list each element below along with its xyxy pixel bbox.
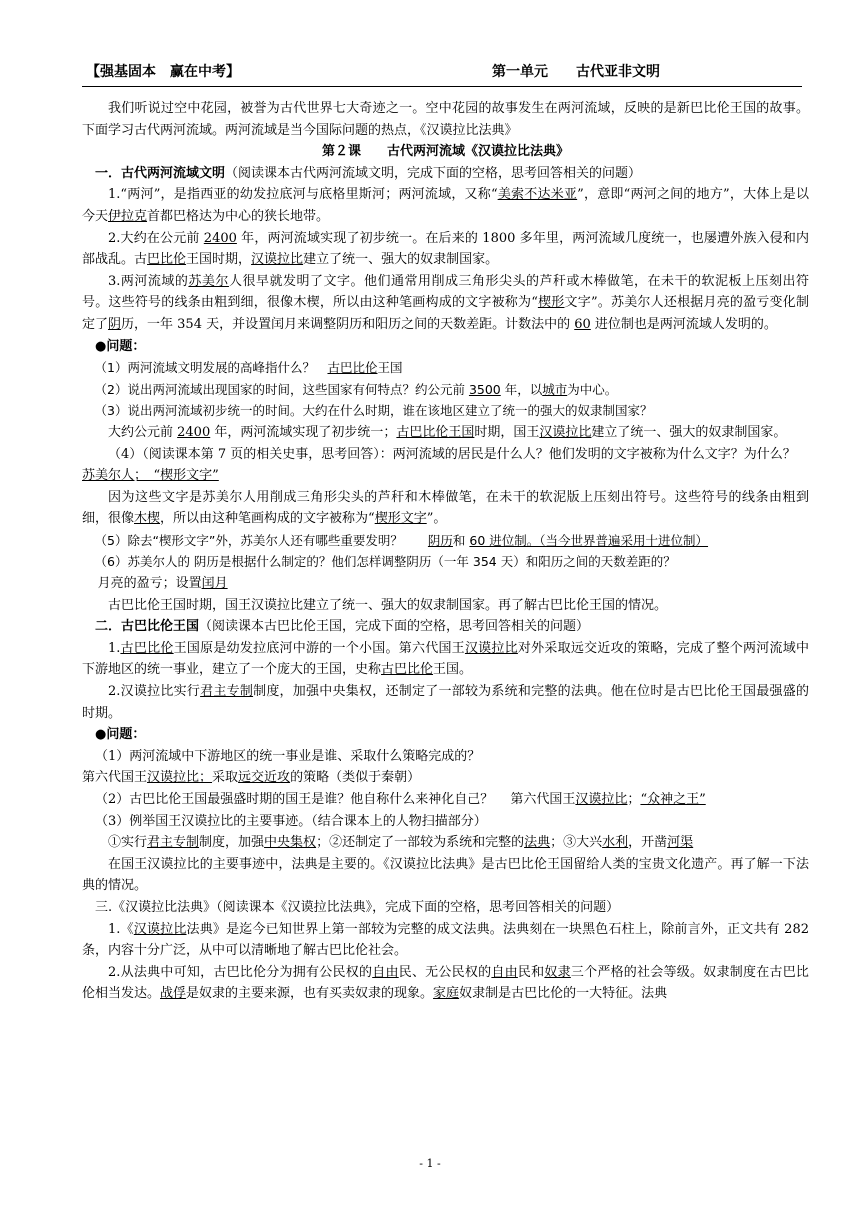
text-run: （阅读课本古巴比伦王国，完成下面的空格，思考回答相关的问题） bbox=[199, 619, 590, 635]
filled-blank: 2400 bbox=[203, 230, 237, 246]
text-run: 进位制也是两河流域人发明的。 bbox=[590, 316, 777, 332]
text-run: 对外采取远交近攻的策略，完成了整个两河流域中下游地区的统一事业，建立了一个庞大的王国，史称 bbox=[82, 640, 809, 678]
text-run: 法典》是迄今已知世界上第一部较为完整的成文法典。法典刻在一块黑色石柱上，除前言外，正文共有 282 条，内容十分广泛，从中可以清晰地了解古巴比伦社会。 bbox=[82, 921, 809, 959]
filled-blank: 古巴比伦 bbox=[120, 640, 174, 656]
text-run: 大约公元前 bbox=[108, 424, 178, 440]
paragraph bbox=[82, 444, 809, 466]
text-run: 1. bbox=[108, 640, 121, 656]
text-run: ”，意即“两河之间的地方”，大体上是以今天 bbox=[82, 187, 809, 224]
text-run: 民和 bbox=[517, 964, 545, 980]
text-run: 3.两河流域的 bbox=[108, 273, 189, 289]
filled-blank: 汉谟拉比 bbox=[133, 921, 187, 937]
filled-blank: 自由 bbox=[372, 964, 399, 980]
text-run: 在国王汉谟拉比的主要事迹中，法典是主要的。《汉谟拉比法典》是古巴比伦王国留给人类的宝贵文化遗产。再了解一下法典的情况。 bbox=[82, 856, 809, 894]
paragraph bbox=[82, 767, 809, 789]
paragraph bbox=[82, 271, 809, 336]
text-run: 王国原是幼发拉底河中游的一个小国。第六代国王 bbox=[173, 640, 465, 656]
text-run: 1.“两河”，是指西亚的幼发拉底河与底格里斯河；两河流域，又称“ bbox=[108, 187, 498, 203]
filled-blank: 60 bbox=[574, 316, 591, 332]
text-run: （2）古巴比伦王国最强盛时期的国王是谁？他自称什么来神化自己？ 第六代国王 bbox=[95, 792, 576, 807]
filled-blank: 楔形文字 bbox=[374, 511, 427, 527]
text-run: 的策略（类似于秦朝） bbox=[290, 770, 421, 786]
header-divider bbox=[82, 86, 802, 87]
text-run: 采取 bbox=[212, 770, 239, 786]
filled-blank: 汉谟拉比 bbox=[251, 252, 304, 268]
paragraph bbox=[82, 487, 809, 530]
paragraph bbox=[82, 595, 809, 617]
text-run: ①实行 bbox=[108, 835, 148, 851]
text-run: （2）说出两河流域出现国家的时间，这些国家有何特点？约公元前 bbox=[94, 381, 469, 397]
paragraph bbox=[82, 336, 809, 358]
paragraph bbox=[82, 789, 809, 811]
text-run: ；②还制定了一部较为系统和完整的 bbox=[316, 835, 525, 851]
text-run: 一．古代两河流域文明 bbox=[95, 165, 226, 181]
text-run: 三.《汉谟拉比法典》（阅读课本《汉谟拉比法典》，完成下面的空格，思考回答相关的问题） bbox=[95, 899, 620, 915]
filled-blank: 汉谟拉比 bbox=[464, 640, 518, 656]
paragraph bbox=[82, 616, 809, 638]
paragraph bbox=[82, 854, 809, 897]
filled-blank: 苏美尔人； “楔形文字” bbox=[82, 468, 219, 484]
text-run: ”。 bbox=[426, 511, 447, 527]
filled-blank: 阴 bbox=[108, 316, 122, 332]
text-run: ；③大兴 bbox=[550, 835, 603, 851]
header-right: 第一单元 古代亚非文明 bbox=[492, 64, 660, 80]
text-run: 月亮的盈亏；设置 bbox=[97, 576, 202, 592]
paragraph bbox=[82, 184, 809, 227]
filled-blank: 汉谟拉比 bbox=[539, 424, 592, 440]
filled-blank: 美索不达米亚 bbox=[497, 187, 578, 203]
filled-blank: 古巴比伦 bbox=[327, 360, 378, 376]
paragraph bbox=[82, 638, 809, 681]
text-run: 时期，国王 bbox=[474, 424, 540, 440]
text-run: 奴隶制是古巴比伦的一大特征。法典 bbox=[459, 986, 668, 1002]
text-run: ，开凿 bbox=[628, 835, 668, 851]
text-run: 制度，加强中央集权，还制定了一部较为系统和完整的法典。他在位时是古巴比伦王国最强盛的时期。 bbox=[82, 684, 809, 721]
paragraph bbox=[82, 465, 809, 487]
paragraph bbox=[82, 551, 809, 573]
paragraph bbox=[82, 681, 809, 724]
text-run: （6）苏美尔人的 阴历是根据什么制定的？他们怎样调整阴历（一年 354 天）和阳历之间的天数差距的？ bbox=[94, 554, 676, 570]
text-run: 年，两河流域实现了初步统一。在后来的 1800 多年里，两河流域几度统一，也屡遭外族入侵和内部战乱。古 bbox=[82, 230, 809, 268]
text-run: 因为这些文字是苏美尔人用削成三角形尖头的芦秆和木棒做笔，在未干的软泥版上压刻出符号。这些符号的线条由粗到细，很像 bbox=[82, 489, 809, 527]
text-run: 历，一年 354 天，并设置闰月来调整阴历和阳历之间的天数差距。计数法中的 bbox=[121, 316, 575, 332]
filled-blank: 阴历 bbox=[427, 532, 453, 548]
paragraph bbox=[82, 141, 809, 163]
filled-blank: 伊拉克 bbox=[108, 208, 148, 224]
filled-blank: 闰月 bbox=[201, 576, 228, 592]
filled-blank: 水利 bbox=[602, 835, 629, 851]
page-number: - 1 - bbox=[419, 1157, 441, 1170]
filled-blank: 城市 bbox=[542, 381, 568, 397]
text-run: 我们听说过空中花园，被誉为古代世界七大奇迹之一。空中花园的故事发生在两河流域，反映的是新巴比伦王国的故事。下面学习古代两河流域。两河流域是当今国际问题的热点，《汉谟拉比法典》 bbox=[82, 101, 809, 138]
text-run: （4）（阅读课本第 7 页的相关史事，思考回答）：两河流域的居民是什么人？他们发明的文字被称为什么文字？为什么？ bbox=[108, 446, 796, 462]
filled-blank: 汉谟拉比； bbox=[147, 770, 213, 786]
paragraph bbox=[82, 400, 809, 422]
paragraph bbox=[82, 832, 809, 854]
text-run: ，所以由这种笔画构成的文字被称为“ bbox=[160, 511, 375, 527]
filled-blank: 中央集权 bbox=[264, 835, 317, 851]
text-run: ●问题： bbox=[95, 338, 146, 354]
text-run: 第六代国王 bbox=[82, 770, 148, 786]
filled-blank: “众神之王” bbox=[640, 792, 706, 807]
paragraph bbox=[82, 357, 809, 379]
text-run: 王国。 bbox=[433, 662, 473, 678]
text-run: （1）两河流域文明发展的高峰指什么？ bbox=[94, 360, 328, 376]
paragraph bbox=[82, 897, 809, 919]
text-run: 王国时期， bbox=[186, 252, 252, 268]
text-run: 建立了统一、强大的奴隶制国家。 bbox=[303, 252, 499, 268]
paragraph bbox=[82, 746, 809, 768]
text-run: 和 bbox=[452, 532, 470, 548]
filled-blank: 战俘 bbox=[160, 986, 187, 1002]
text-run: 年，两河流域实现了初步统一； bbox=[210, 424, 397, 440]
text-run: 文字”。苏美尔人还根据月亮的盈亏变化制定了 bbox=[82, 295, 809, 332]
text-run: （3）说出两河流域初步统一的时间。大约在什么时期，谁在该地区建立了统一的强大的奴隶制国家？ bbox=[94, 403, 653, 419]
text-run: （3）例举国王汉谟拉比的主要事迹。（结合课本上的人物扫描部分） bbox=[95, 813, 487, 829]
text-run: 二．古巴比伦王国 bbox=[95, 619, 200, 635]
text-run: 年，以 bbox=[500, 381, 543, 397]
text-run: （5）除去“楔形文字”外，苏美尔人还有哪些重要发明？ bbox=[94, 532, 428, 548]
filled-blank: 君主专制 bbox=[200, 684, 254, 700]
text-run: 三个严格的社会等级。奴隶制度在古巴比伦相当发达。 bbox=[82, 964, 809, 1002]
paragraph bbox=[82, 724, 809, 746]
filled-blank: 巴比伦 bbox=[147, 252, 187, 268]
paragraph bbox=[82, 530, 809, 552]
paragraph bbox=[82, 379, 809, 401]
filled-blank: 奴隶 bbox=[544, 964, 571, 980]
text-run: 2.大约在公元前 bbox=[108, 230, 204, 246]
filled-blank: 木楔 bbox=[134, 511, 161, 527]
filled-blank: 楔形 bbox=[537, 295, 565, 311]
filled-blank: 3500 bbox=[468, 381, 501, 397]
filled-blank: 古巴比伦王国 bbox=[396, 424, 475, 440]
filled-blank: 远交近攻 bbox=[238, 770, 291, 786]
filled-blank: 法典 bbox=[524, 835, 551, 851]
text-run: ●问题： bbox=[95, 727, 146, 743]
text-run: 建立了统一、强大的奴隶制国家。 bbox=[591, 424, 787, 440]
text-run: 民、无公民权的 bbox=[398, 964, 492, 980]
text-run: 首都巴格达为中心的狭长地带。 bbox=[147, 208, 330, 224]
paragraph bbox=[82, 573, 809, 595]
filled-blank: 君主专制 bbox=[147, 835, 200, 851]
paragraph bbox=[82, 422, 809, 444]
filled-blank: 河渠 bbox=[667, 835, 694, 851]
paragraph bbox=[82, 919, 809, 962]
paragraph bbox=[82, 811, 809, 833]
text-run: （阅读课本古代两河流域文明，完成下面的空格，思考回答相关的问题） bbox=[225, 165, 642, 181]
filled-blank: 自由 bbox=[491, 964, 518, 980]
filled-blank: 家庭 bbox=[433, 986, 460, 1002]
paragraph bbox=[82, 98, 809, 141]
text-run: （1）两河流域中下游地区的统一事业是谁、采取什么策略完成的？ bbox=[95, 748, 481, 764]
paragraph bbox=[82, 228, 809, 271]
text-run: ； bbox=[627, 792, 641, 807]
filled-blank: 60 进位制。（当今世界普遍采用十进位制） bbox=[469, 532, 709, 548]
paragraph bbox=[82, 962, 809, 1005]
text-run: 古巴比伦王国时期，国王汉谟拉比建立了统一、强大的奴隶制国家。再了解古巴比伦王国的情况。 bbox=[108, 597, 668, 613]
filled-blank: 汉谟拉比 bbox=[575, 792, 628, 807]
filled-blank: 苏美尔 bbox=[188, 273, 229, 289]
header-left: 【强基固本 赢在中考】 bbox=[86, 64, 240, 80]
text-run: 为中心。 bbox=[567, 381, 618, 397]
text-run: 王国 bbox=[377, 360, 403, 376]
text-run: 人很早就发明了文字。他们通常用削成三角形尖头的芦秆或木棒做笔，在未干的软泥板上压刻出符号。这些符号的线条由粗到细，很像木楔，所以由这种笔画构成的文字被称为“ bbox=[82, 273, 809, 311]
text-run: 制度，加强 bbox=[199, 835, 265, 851]
text-run: 是奴隶的主要来源，也有买卖奴隶的现象。 bbox=[186, 986, 434, 1002]
text-run: 1.《 bbox=[108, 921, 134, 937]
text-run: 2.从法典中可知，古巴比伦分为拥有公民权的 bbox=[108, 964, 373, 980]
filled-blank: 古巴比伦 bbox=[381, 662, 434, 678]
text-run: 第２课 古代两河流域《汉谟拉比法典》 bbox=[321, 144, 569, 160]
text-run: 2.汉谟拉比实行 bbox=[108, 684, 201, 700]
document-body bbox=[82, 98, 809, 1005]
filled-blank: 2400 bbox=[177, 424, 211, 440]
paragraph bbox=[82, 163, 809, 185]
